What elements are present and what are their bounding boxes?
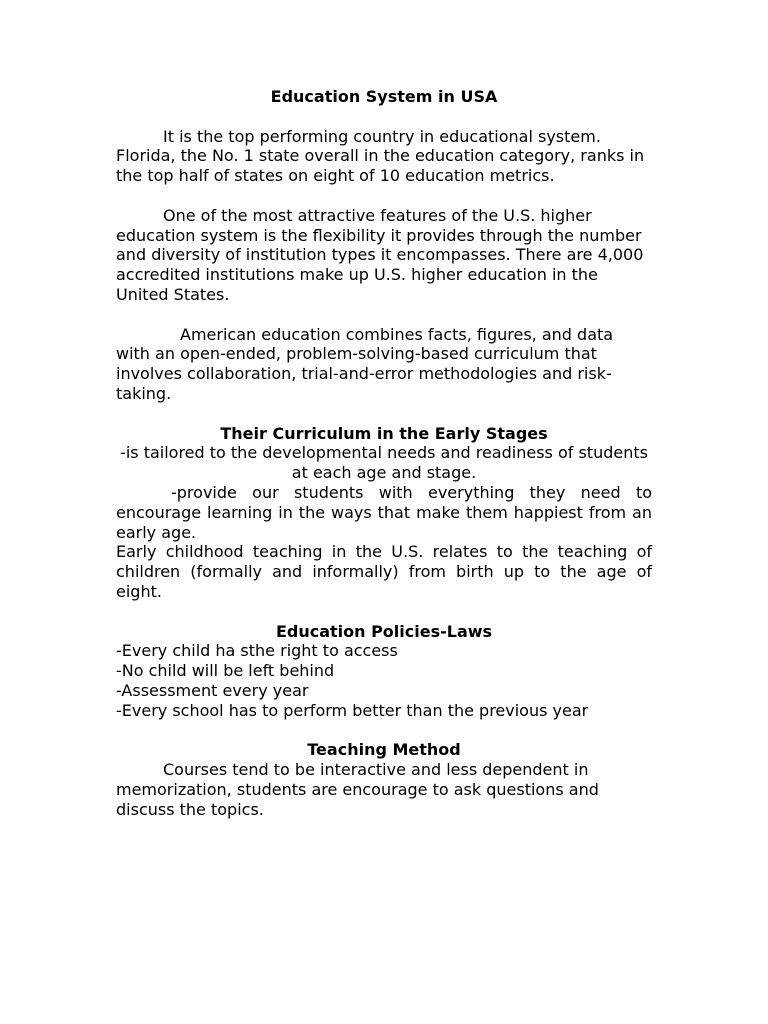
spacer bbox=[116, 404, 652, 424]
curriculum-line-3: Early childhood teaching in the U.S. relates to the teaching of children (formally and informally) from birth up to the age of eight. bbox=[116, 542, 652, 601]
intro-paragraph-3: American education combines facts, figures, and data with an open-ended, problem-solving-based curriculum that involves collaboration, trial-and-error methodologies and risk-taking. bbox=[116, 324, 614, 403]
document-title: Education System in USA bbox=[270, 87, 498, 106]
spacer bbox=[116, 721, 652, 741]
policy-item: -No child will be left behind bbox=[116, 661, 335, 681]
curriculum-line-1: -is tailored to the developmental needs and readiness of students at each age and stage. bbox=[120, 443, 648, 483]
policy-item: -Assessment every year bbox=[116, 680, 309, 700]
curriculum-line-2: -provide our students with everything they need to encourage learning in the ways that make them happiest from an early age. bbox=[116, 482, 652, 542]
curriculum-heading: Their Curriculum in the Early Stages bbox=[220, 423, 548, 443]
policies-heading: Education Policies-Laws bbox=[275, 621, 493, 641]
spacer bbox=[116, 602, 652, 622]
intro-paragraph-2: One of the most attractive features of the U.S. higher education system is the flexibility it provides through the number and diversity of institution types it encompasses. There are 4,000 accredited institutions make up U.S. higher education in the United States. bbox=[116, 205, 644, 304]
teaching-paragraph: Courses tend to be interactive and less dependent in memorization, students are encourage to ask questions and discuss the topics. bbox=[116, 760, 599, 819]
teaching-heading: Teaching Method bbox=[307, 740, 461, 760]
policy-item: -Every school has to perform better than the previous year bbox=[116, 700, 589, 720]
spacer bbox=[116, 186, 652, 206]
spacer bbox=[116, 107, 652, 127]
policy-item: -Every child ha sthe right to access bbox=[116, 641, 398, 661]
intro-paragraph-1: It is the top performing country in educational system. Florida, the No. 1 state overall in the education category, ranks in the top half of states on eight of 10 education metrics. bbox=[116, 126, 645, 186]
document-page bbox=[116, 87, 652, 819]
spacer bbox=[116, 305, 652, 325]
